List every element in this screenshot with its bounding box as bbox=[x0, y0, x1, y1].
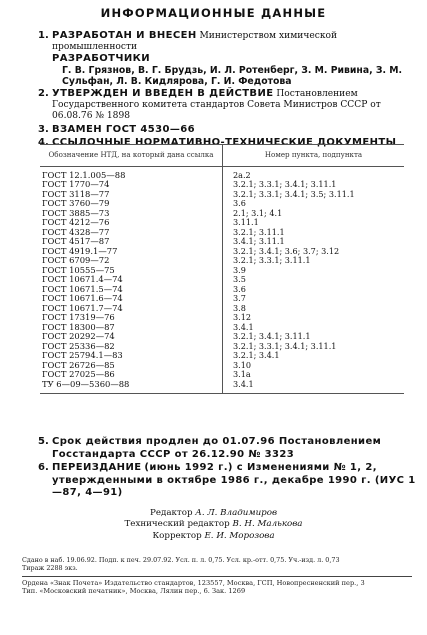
clause-number-cell: 3.2.1; 3.4.1 bbox=[233, 350, 280, 360]
item-number: 2. bbox=[38, 88, 49, 100]
clause-number-cell: 3.2.1; 3.3.1; 3.4.1; 3.5; 3.11.1 bbox=[233, 188, 355, 199]
item-number: 5. bbox=[38, 436, 49, 447]
document-designation-cell: ГОСТ 10671.6—74 bbox=[40, 294, 223, 304]
clause-number-cell: 3.12 bbox=[233, 312, 252, 322]
document-designation-cell: ГОСТ 26726—85 bbox=[40, 361, 223, 371]
document-designation-cell: ГОСТ 10671.7—74 bbox=[40, 304, 223, 314]
document-designation-cell: ГОСТ 4919.1—77 bbox=[40, 247, 223, 257]
developers-list: Г. В. Грязнов, В. Г. Брудзь, И. Л. Ротенберг, З. М. Ривина, З. М. Сульфан, Л. В. Кидлярова, Г. И. Федотова bbox=[62, 64, 403, 87]
table-row bbox=[40, 166, 404, 180]
info-items bbox=[38, 30, 416, 149]
editor-name: А. Л. Владимиров bbox=[195, 508, 278, 518]
table-body bbox=[40, 166, 404, 394]
divider bbox=[22, 576, 412, 577]
clause-number-cell: 3.2.1; 3.3.1; 3.4.1; 3.11.1 bbox=[233, 340, 337, 351]
column-header-document: Обозначение НТД, на который дана ссылка bbox=[40, 145, 223, 167]
document-designation-cell: ГОСТ 6709—72 bbox=[40, 256, 223, 266]
clause-number-cell: 3.2.1; 3.11.1 bbox=[233, 226, 285, 237]
item-heading: ССЫЛОЧНЫЕ НОРМАТИВНО-ТЕХНИЧЕСКИЕ ДОКУМЕНТЫ bbox=[52, 136, 397, 148]
clause-number-cell: 3.6 bbox=[233, 198, 246, 208]
corrector-line bbox=[0, 531, 427, 542]
clause-number-cell: 3.6 bbox=[233, 283, 246, 294]
imprint-line: Сдано в наб. 19.06.92. Подп. к печ. 29.07.92. Усл. п. л. 0,75. Усл. кр.-отт. 0,75. Уч.-изд. л. 0,73 bbox=[22, 556, 340, 564]
item-heading: РАЗРАБОТАН И ВНЕСЕН bbox=[52, 30, 197, 41]
item-text: Постановлением Государственного комитета стандартов Совета Министров СССР от 06.08.76 № 1898 bbox=[52, 89, 381, 122]
developers-heading: РАЗРАБОТЧИКИ bbox=[52, 53, 150, 65]
item-replaces bbox=[38, 124, 416, 136]
document-designation-cell: ГОСТ 25336—82 bbox=[40, 342, 223, 352]
item-text: (июнь 1992 г.) с Изменениями № 1, 2, утвержденными в октябре 1986 г., декабре 1990 г. (ИУС 1—87, 4—91) bbox=[52, 462, 416, 499]
publisher-line: Ордена «Знак Почета» Издательство стандартов, 123557, Москва, ГСП, Новопресненский пер., 3 bbox=[22, 579, 365, 587]
document-designation-cell: ГОСТ 3885—73 bbox=[40, 209, 223, 219]
clause-number-cell: 3.2.1; 3.4.1; 3.6; 3.7; 3.12 bbox=[233, 245, 340, 256]
item-heading: УТВЕРЖДЕН И ВВЕДЕН В ДЕЙСТВИЕ bbox=[52, 88, 274, 100]
item-heading: ПЕРЕИЗДАНИЕ bbox=[52, 462, 142, 474]
editor-line bbox=[0, 508, 427, 519]
item-number: 4. bbox=[38, 136, 49, 148]
item-text: Министерством химической промышленности bbox=[52, 31, 338, 53]
document-designation-cell: ГОСТ 10671.5—74 bbox=[40, 285, 223, 295]
clause-number-cell: 3.7 bbox=[233, 293, 246, 303]
clause-number-cell: 3.4.1 bbox=[233, 321, 254, 332]
document-designation-cell: ГОСТ 20292—74 bbox=[40, 332, 223, 342]
item-validity bbox=[38, 436, 416, 461]
document-designation-cell: ГОСТ 3760—79 bbox=[40, 199, 223, 209]
document-designation-cell: ГОСТ 4517—87 bbox=[40, 237, 223, 247]
editor-label: Редактор bbox=[149, 508, 193, 518]
clause-number-cell: 3.2.1; 3.3.1; 3.4.1; 3.11.1 bbox=[233, 179, 337, 189]
clause-number-cell: 3.4.1; 3.11.1 bbox=[233, 236, 285, 246]
clause-number-cell: 3.9 bbox=[233, 264, 246, 275]
item-heading: ВЗАМЕН ГОСТ 4530—66 bbox=[52, 123, 195, 135]
document-designation-cell: ГОСТ 1770—74 bbox=[40, 180, 223, 190]
table-header-row bbox=[40, 145, 404, 167]
table-row bbox=[40, 380, 404, 394]
document-designation-cell: ТУ 6—09—5360—88 bbox=[40, 380, 223, 394]
clause-number-cell: 3.1а bbox=[233, 369, 251, 379]
item-number: 3. bbox=[38, 123, 49, 135]
page-title: ИНФОРМАЦИОННЫЕ ДАННЫЕ bbox=[100, 6, 327, 20]
publisher-info bbox=[22, 580, 412, 596]
clause-number-cell: 3.10 bbox=[233, 359, 252, 370]
item-text: Срок действия продлен до 01.07.96 Постановлением Госстандарта СССР от 26.12.90 № 3323 bbox=[52, 436, 382, 460]
references-table bbox=[40, 144, 404, 394]
item-developed bbox=[38, 30, 416, 87]
corrector-label: Корректор bbox=[152, 530, 202, 541]
corrector-name: Е. И. Морозова bbox=[204, 530, 275, 541]
clause-number-cell: 2.1; 3.1; 4.1 bbox=[233, 207, 283, 218]
document-designation-cell: ГОСТ 12.1.005—88 bbox=[40, 166, 223, 180]
clause-number-cell: 3.8 bbox=[233, 302, 246, 313]
clause-number-cell: 3.2.1; 3.4.1; 3.11.1 bbox=[233, 331, 311, 341]
clause-number-cell: 2а.2 bbox=[233, 169, 251, 180]
document-designation-cell: ГОСТ 3118—77 bbox=[40, 190, 223, 200]
print-imprint bbox=[22, 557, 412, 572]
document-designation-cell: ГОСТ 4328—77 bbox=[40, 228, 223, 238]
column-header-clause: Номер пункта, подпункта bbox=[223, 145, 405, 167]
tech-editor-line bbox=[0, 519, 427, 530]
document-designation-cell: ГОСТ 10555—75 bbox=[40, 266, 223, 276]
printer-line: Тип. «Московский печатник», Москва, Лялин пер., 6. Зак. 1269 bbox=[22, 586, 246, 595]
clause-number-cell: 3.11.1 bbox=[233, 217, 259, 227]
document-designation-cell: ГОСТ 18300—87 bbox=[40, 323, 223, 333]
document-designation-cell: ГОСТ 25794.1—83 bbox=[40, 351, 223, 361]
document-designation-cell: ГОСТ 17319—76 bbox=[40, 313, 223, 323]
credits bbox=[0, 508, 427, 542]
clause-number-cell: 3.5 bbox=[233, 274, 246, 284]
tech-editor-label: Технический редактор bbox=[124, 519, 230, 530]
clause-number-cell: 3.2.1; 3.3.1; 3.11.1 bbox=[233, 255, 311, 265]
clause-number-cell: 3.4.1 bbox=[223, 380, 405, 394]
document-designation-cell: ГОСТ 4212—76 bbox=[40, 218, 223, 228]
document-designation-cell: ГОСТ 10671.4—74 bbox=[40, 275, 223, 285]
tech-editor-name: В. Н. Малькова bbox=[232, 519, 303, 530]
document-designation-cell: ГОСТ 27025—86 bbox=[40, 370, 223, 380]
imprint-line: Тираж 2288 экз. bbox=[22, 563, 78, 572]
item-reissue bbox=[38, 462, 416, 500]
item-number: 1. bbox=[38, 30, 49, 41]
item-approved bbox=[38, 88, 416, 123]
item-number: 6. bbox=[38, 462, 49, 474]
final-items bbox=[38, 436, 416, 500]
